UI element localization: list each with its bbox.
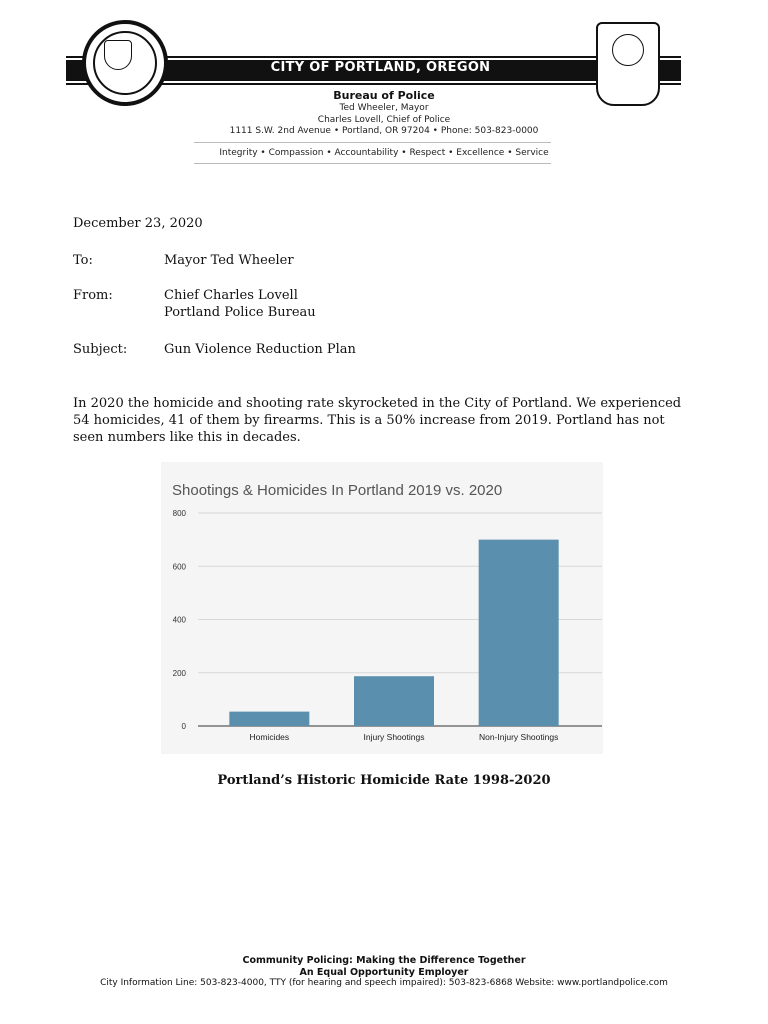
from-value-name: Chief Charles Lovell xyxy=(164,288,298,303)
bar-chart xyxy=(161,462,603,754)
x-tick-label: Non-Injury Shootings xyxy=(478,732,559,742)
subject-label: Subject: xyxy=(73,342,128,357)
bureau-name: Bureau of Police xyxy=(333,89,435,102)
badge-emblem xyxy=(612,34,644,66)
chart-title: Shootings & Homicides In Portland 2019 vs. 2020 xyxy=(172,482,503,499)
memo-date: December 23, 2020 xyxy=(73,216,203,231)
y-tick-label: 400 xyxy=(172,615,186,625)
y-tick-label: 200 xyxy=(172,668,186,678)
x-tick-label: Homicides xyxy=(249,732,290,742)
chief-line: Charles Lovell, Chief of Police xyxy=(317,115,451,125)
address-line: 1111 S.W. 2nd Avenue • Portland, OR 97204 • Phone: 503-823-0000 xyxy=(229,126,539,136)
footer-employer: An Equal Opportunity Employer xyxy=(299,967,469,978)
x-tick-label: Injury Shootings xyxy=(363,732,425,742)
to-value: Mayor Ted Wheeler xyxy=(164,253,294,268)
bar-injury-shootings xyxy=(354,676,434,726)
y-tick-label: 600 xyxy=(172,562,186,572)
subject-value: Gun Violence Reduction Plan xyxy=(164,342,356,357)
bar-non-injury-shootings xyxy=(479,540,559,726)
to-label: To: xyxy=(73,253,93,268)
y-tick-label: 800 xyxy=(172,509,186,518)
footer-slogan: Community Policing: Making the Difference Together xyxy=(242,955,526,966)
y-tick-label: 0 xyxy=(181,722,186,731)
from-label: From: xyxy=(73,288,113,303)
mayor-line: Ted Wheeler, Mayor xyxy=(339,103,429,113)
bar-chart-svg xyxy=(161,462,603,754)
values-line: Integrity • Compassion • Accountability • Respect • Excellence • Service xyxy=(219,148,549,158)
bar-homicides xyxy=(229,712,309,726)
from-value-org: Portland Police Bureau xyxy=(164,305,316,320)
seal-emblem xyxy=(104,40,132,70)
intro-paragraph: In 2020 the homicide and shooting rate skyrocketed in the City of Portland. We experienced 54 homicides, 41 of them by firearms. This is a 50% increase from 2019. Portland has not seen numbers like this in decades. xyxy=(73,396,682,445)
values-rule-top xyxy=(194,142,551,143)
police-badge-logo xyxy=(596,22,660,106)
caption-heading: Portland’s Historic Homicide Rate 1998-2020 xyxy=(217,773,551,788)
values-rule-bottom xyxy=(194,163,551,164)
city-seal-logo xyxy=(82,20,168,106)
city-title: CITY OF PORTLAND, OREGON xyxy=(270,60,491,75)
footer-contact: City Information Line: 503-823-4000, TTY (for hearing and speech impaired): 503-823-6868 Website: www.portlandpolice.com xyxy=(100,978,668,988)
